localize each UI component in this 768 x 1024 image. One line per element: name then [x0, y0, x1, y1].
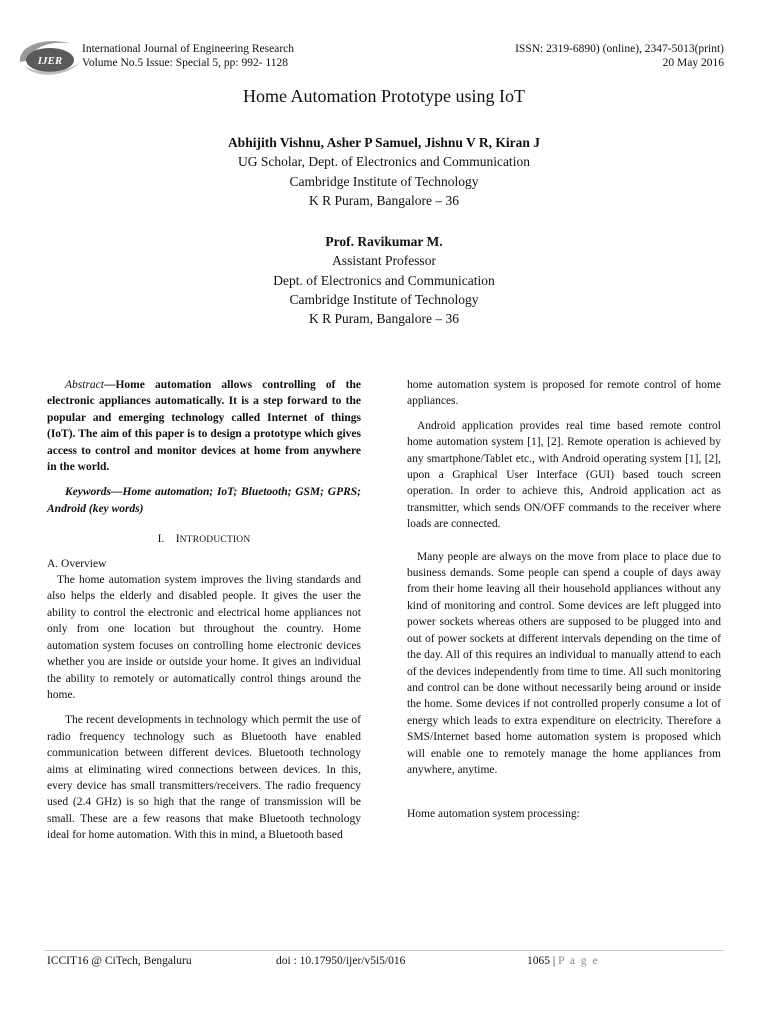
- journal-logo-icon: [14, 36, 84, 78]
- subsection-heading: A. Overview: [47, 557, 107, 570]
- author-block: [0, 133, 768, 210]
- logo-text: IJER: [37, 55, 63, 67]
- overview-paragraph-1: The home automation system improves the living standards and also helps the elderly and disabled people. It gives the user the ability to control the electronic and electrical home appliances not only from one location but throughout the country. Home automation system focuses on controlling home electronic devices whether you are inside or outside your home. It gives an individual the ability to remotely or automatically control things around the home.: [47, 574, 361, 701]
- professor-dept: Dept. of Electronics and Communication: [273, 272, 495, 288]
- author-names: Abhijith Vishnu, Asher P Samuel, Jishnu V R, Kiran J: [227, 135, 541, 150]
- processing-label: Home automation system processing:: [407, 808, 580, 821]
- footer-page: [527, 955, 599, 967]
- issue-date: 20 May 2016: [662, 57, 724, 69]
- abstract: [47, 377, 361, 475]
- professor-address: K R Puram, Bangalore – 36: [309, 311, 459, 327]
- keywords-lead: Keywords: [65, 486, 111, 499]
- page-number: 1065: [527, 955, 550, 967]
- keywords-text: —Home automation; IoT; Bluetooth; GSM; GPRS; Android (key words): [47, 486, 361, 515]
- overview-paragraph-2: The recent developments in technology which permit the use of radio frequency technology such as Bluetooth have enabled communication between different devices. Bluetooth technology aims at eliminating wired connections between devices. In this, every device has small transmitters/receivers. The radio frequency used (2.4 GHz) is so high that the range of transmission will be small. These are a few reasons that make Bluetooth technology ideal for home automation. With this in mind, a Bluetooth based: [47, 714, 361, 842]
- keywords: [47, 484, 361, 517]
- footer-divider: [44, 950, 724, 951]
- journal-volume: Volume No.5 Issue: Special 5, pp: 992- 1128: [82, 57, 289, 69]
- journal-name: International Journal of Engineering Research: [82, 43, 295, 55]
- page-separator: |: [550, 955, 559, 967]
- left-column: [47, 377, 361, 853]
- right-paragraph-2: Android application provides real time based remote control home automation system [1], [2]. Remote operation is achieved by any smartphone/Tablet etc., with Android operating system [1], [2], upon a Graphical User Interface (GUI) based touch screen operation. In order to achieve this, Android application act as transmitter, which sends ON/OFF commands to the receiver where loads are connected.: [407, 419, 721, 531]
- issn-info: [515, 42, 724, 70]
- abstract-lead: Abstract: [65, 379, 104, 391]
- section-number: I.: [157, 533, 165, 546]
- author-address: K R Puram, Bangalore – 36: [309, 192, 459, 208]
- right-paragraph-1: home automation system is proposed for remote control of home appliances.: [407, 379, 721, 408]
- page-word: P a g e: [558, 955, 600, 967]
- footer-doi: doi : 10.17950/ijer/v5i5/016: [276, 955, 406, 967]
- section-title-rest: NTRODUCTION: [179, 535, 251, 546]
- professor-block: [0, 232, 768, 328]
- professor-institute: Cambridge Institute of Technology: [289, 291, 479, 307]
- right-column: [407, 377, 721, 831]
- professor-role: Assistant Professor: [332, 253, 436, 269]
- footer-conference: ICCIT16 @ CiTech, Bengaluru: [47, 955, 192, 967]
- section-title-first: I: [175, 533, 180, 546]
- author-role: UG Scholar, Dept. of Electronics and Communication: [238, 154, 530, 170]
- abstract-text: —Home automation allows controlling of the electronic appliances automatically. It is a step forward to the popular and emerging technology called Internet of things (IoT). The aim of this paper is to design a prototype which gives access to control and monitor devices at home from anywhere in the world.: [47, 379, 361, 474]
- author-institute: Cambridge Institute of Technology: [289, 173, 479, 189]
- page-header: [14, 36, 754, 78]
- section-heading-introduction: [47, 531, 361, 548]
- journal-info: [82, 42, 294, 70]
- paper-title: Home Automation Prototype using IoT: [243, 86, 525, 106]
- right-paragraph-3: Many people are always on the move from place to place due to business demands. Some people can spend a couple of days away from their home leaving all their household appliances without any kind of monitoring and control. Some devices are left plugged into power sockets whereas others are supposed to be plugged into and out of power sockets at different intervals depending on the time of the day. All of this requires an individual to manually attend to each of the devices independently from time to time. All such monitoring and control can be done without necessarily being around or inside the home. Some devices if not controlled properly consume a lot of energy which leads to extra expenditure on electricity. Therefore a SMS/Internet based home automation system is proposed which will enable one to remotely manage the home appliances from anywhere, anytime.: [407, 550, 721, 776]
- issn-text: ISSN: 2319-6890) (online), 2347-5013(print): [515, 43, 724, 55]
- professor-name: Prof. Ravikumar M.: [325, 234, 443, 249]
